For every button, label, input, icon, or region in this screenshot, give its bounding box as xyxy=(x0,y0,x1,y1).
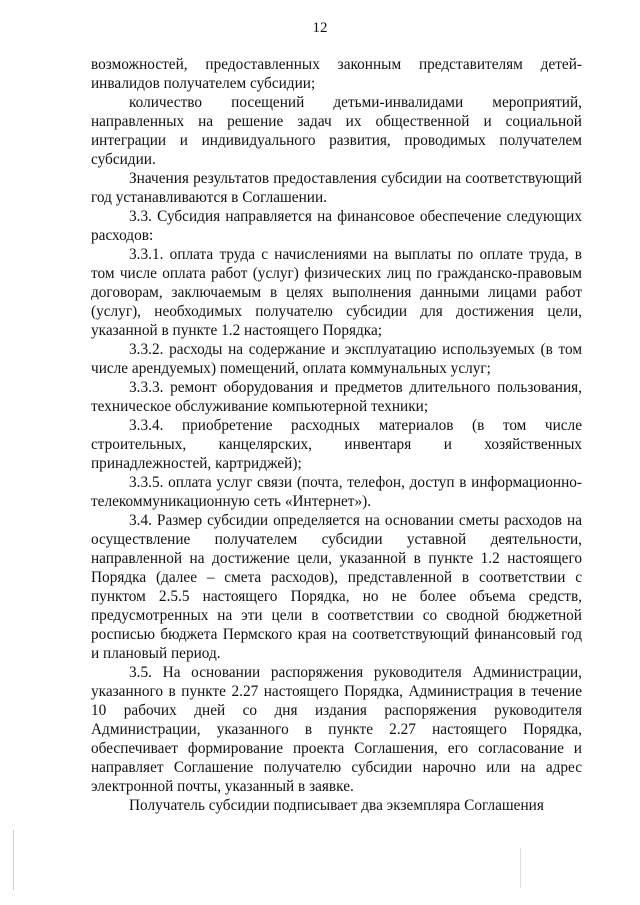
paragraph-3-3-3: 3.3.3. ремонт оборудования и предметов длительного пользования, техническое обслуживание компьютерной техники; xyxy=(91,379,582,415)
paragraph-3-4: 3.4. Размер субсидии определяется на основании сметы расходов на осуществление получателем субсидии уставной деятельности, направленной на достижение цели, указанной в пункте 1.2 настоящего Порядка (далее – смета расходов), представленной в соответствии с пунктом 2.5.5 настоящего Порядка, но не более объема средств, предусмотренных на эти цели в соответствии со сводной бюджетной росписью бюджета Пермского края на соответствующий финансовый год и плановый период. xyxy=(91,512,582,662)
document-body xyxy=(91,55,582,815)
scan-edge-mark xyxy=(13,830,14,890)
scan-edge-mark-right xyxy=(520,848,521,888)
paragraph-3-3: 3.3. Субсидия направляется на финансовое обеспечение следующих расходов: xyxy=(91,208,582,244)
paragraph-3-3-2: 3.3.2. расходы на содержание и эксплуатацию используемых (в том числе арендуемых) помещений, оплата коммунальных услуг; xyxy=(91,341,582,377)
paragraph-3-3-5: 3.3.5. оплата услуг связи (почта, телефон, доступ в информационно-телекоммуникационную сеть «Интернет»). xyxy=(91,474,582,510)
paragraph-continuation: возможностей, предоставленных законным представителям детей-инвалидов получателем субсидии; xyxy=(91,56,582,92)
paragraph-3-3-1: 3.3.1. оплата труда с начислениями на выплаты по оплате труда, в том числе оплата работ (услуг) физических лиц по гражданско-правовым договорам, заключаемым в целях выполнения данными лицами работ (услуг), необходимых получателю субсидии для достижения цели, указанной в пункте 1.2 настоящего Порядка; xyxy=(91,246,582,339)
paragraph-visit-count: количество посещений детьми-инвалидами мероприятий, направленных на решение задач их общественной и социальной интеграции и индивидуального развития, проводимых получателем субсидии. xyxy=(91,94,582,168)
paragraph-signing: Получатель субсидии подписывает два экземпляра Соглашения xyxy=(129,797,544,814)
paragraph-3-5: 3.5. На основании распоряжения руководителя Администрации, указанного в пункте 2.27 настоящего Порядка, Администрация в течение 10 рабочих дней со дня издания распоряжения руководителя Администрации, указанного в пункте 2.27 настоящего Порядка, обеспечивает формирование проекта Соглашения, его согласование и направляет Соглашение получателю субсидии нарочно или на адрес электронной почты, указанный в заявке. xyxy=(91,664,582,795)
paragraph-3-3-4: 3.3.4. приобретение расходных материалов (в том числе строительных, канцелярских, инвентаря и хозяйственных принадлежностей, картриджей); xyxy=(91,417,582,472)
paragraph-result-values: Значения результатов предоставления субсидии на соответствующий год устанавливаются в Соглашении. xyxy=(91,170,582,206)
page-number: 12 xyxy=(312,20,328,36)
